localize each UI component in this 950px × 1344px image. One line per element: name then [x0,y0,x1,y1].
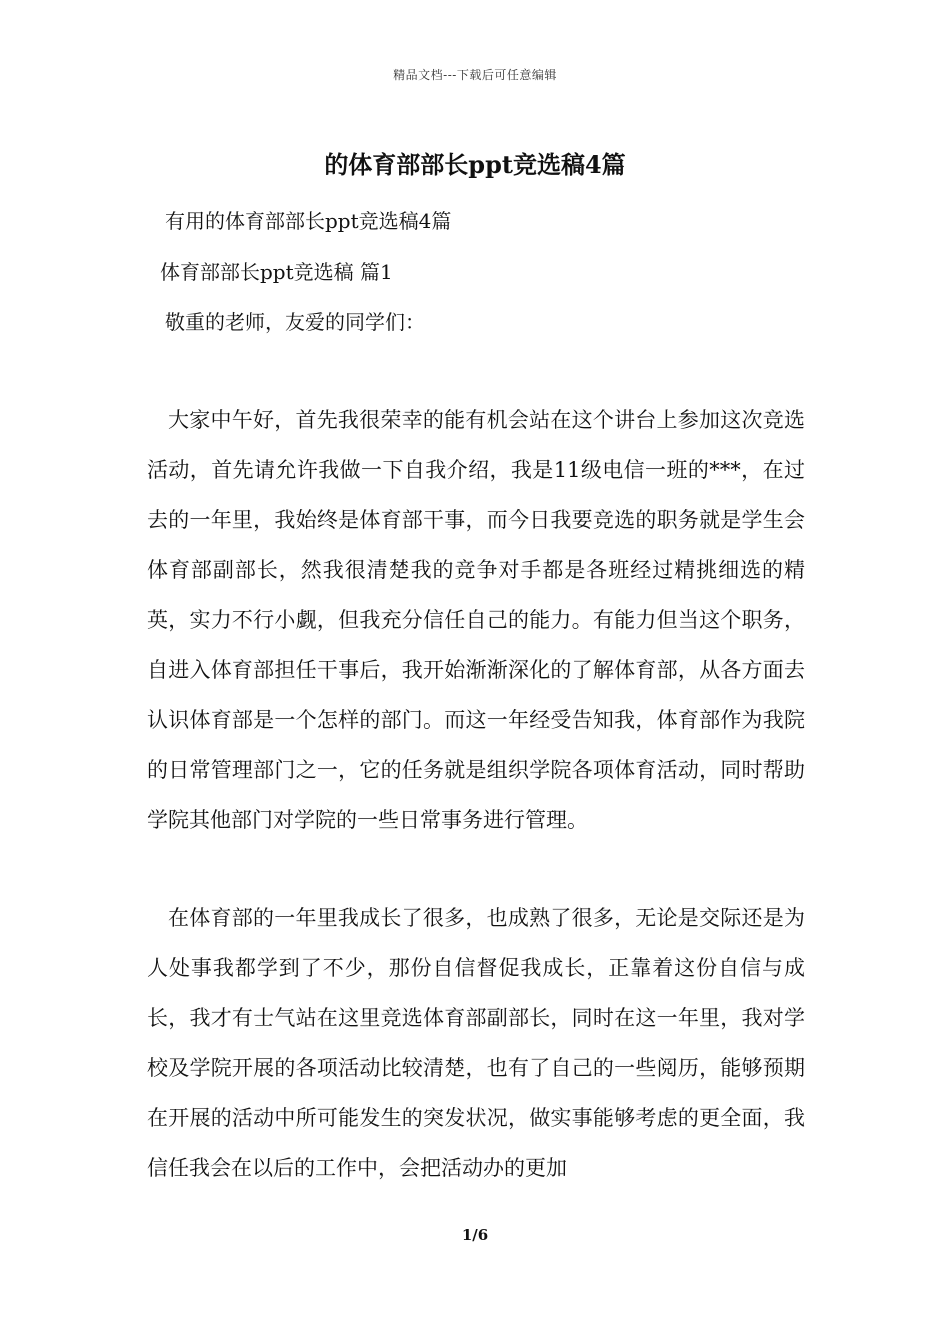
subtitle: 有用的体育部部长ppt竞选稿4篇 [165,209,452,233]
paragraph-1: 大家中午好，首先我很荣幸的能有机会站在这个讲台上参加这次竞选活动，首先请允许我做一下自我介绍，我是11级电信一班的***，在过去的一年里，我始终是体育部干事，而今日我要竞选的职务就是学生会体育部副部长，然我很清楚我的竞争对手都是各班经过精挑细选的精英，实力不行小觑，但我充分信任自己的能力。有能力但当这个职务，自进入体育部担任干事后，我开始渐渐深化的了解体育部，从各方面去认识体育部是一个怎样的部门。而这一年经受告知我，体育部作为我院的日常管理部门之一，它的任务就是组织学院各项体育活动，同时帮助学院其他部门对学院的一些日常事务进行管理。 [147,408,805,832]
page-number: 1/6 [461,1226,489,1244]
header-note: 精品文档---下载后可任意编辑 [393,68,557,82]
document-title: 的体育部部长ppt竞选稿4篇 [324,150,626,179]
paragraph-2: 在体育部的一年里我成长了很多，也成熟了很多，无论是交际还是为人处事我都学到了不少，那份自信督促我成长，正靠着这份自信与成长，我才有士气站在这里竞选体育部副部长，同时在这一年里，我对学校及学院开展的各项活动比较清楚，也有了自己的一些阅历，能够预期在开展的活动中所可能发生的突发状况，做实事能够考虑的更全面，我信任我会在以后的工作中，会把活动办的更加 [147,906,805,1180]
greeting: 敬重的老师，友爱的同学们： [165,310,425,334]
section-heading: 体育部部长ppt竞选稿 篇1 [160,260,393,284]
